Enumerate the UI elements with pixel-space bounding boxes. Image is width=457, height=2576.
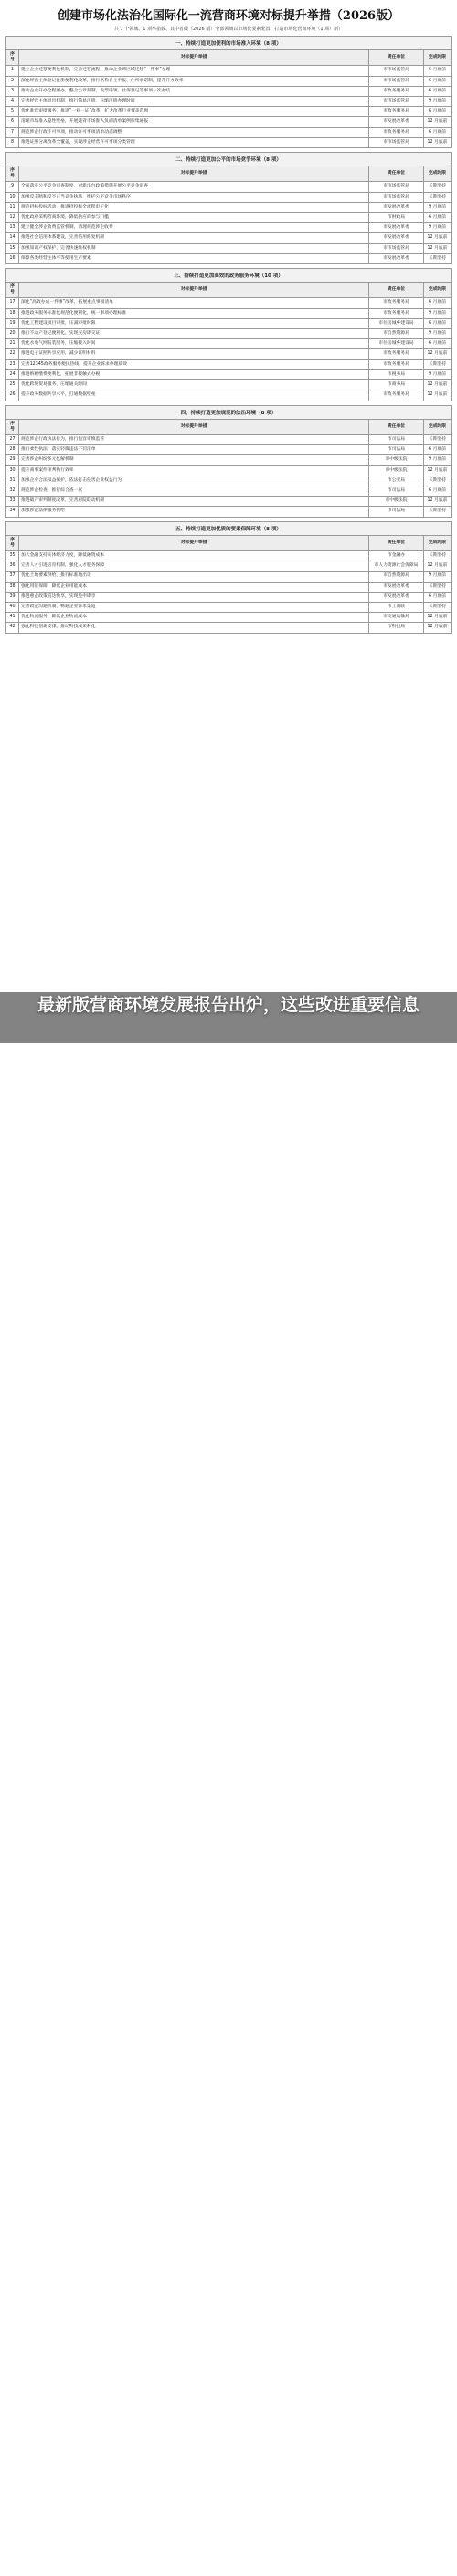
- section-block: [5, 36, 452, 148]
- cell-no: 37: [6, 572, 19, 582]
- cell-time: 长期坚持: [424, 434, 452, 444]
- cell-no: 33: [6, 497, 19, 507]
- table-row: [6, 66, 452, 76]
- column-header-no: 序号: [6, 50, 19, 66]
- measures-table: [5, 49, 452, 148]
- cell-task: 加强知识产权保护，完善快速维权机制: [19, 243, 369, 253]
- cell-unit: 市司法局: [369, 507, 424, 517]
- cell-no: 36: [6, 561, 19, 572]
- cell-unit: 市发展改革委: [369, 117, 424, 127]
- cell-unit: 市人力资源社会保障局: [369, 561, 424, 572]
- cell-no: 23: [6, 359, 19, 369]
- cell-task: 推进纳税缴费便利化，拓展非接触式办税: [19, 369, 369, 379]
- cell-unit: 市市场监管局: [369, 243, 424, 253]
- cell-task: 完善人才引进培育机制，强化人才服务保障: [19, 561, 369, 572]
- cell-time: 长期坚持: [424, 253, 452, 263]
- table-row: [6, 434, 452, 444]
- cell-time: 长期坚持: [424, 182, 452, 192]
- cell-no: 5: [6, 107, 19, 117]
- cell-unit: 市司法局: [369, 434, 424, 444]
- cell-time: 9 月底前: [424, 572, 452, 582]
- column-header-time: 完成时限: [424, 166, 452, 182]
- column-header-task: 对标提升举措: [19, 166, 369, 182]
- cell-task: 推行不动产登记便利化，实现交房即交证: [19, 329, 369, 339]
- cell-unit: 市市场监管局: [369, 97, 424, 107]
- cell-task: 加强反垄断和反不正当竞争执法，维护公平竞争市场秩序: [19, 192, 369, 202]
- section-block: [5, 405, 452, 518]
- cell-no: 1: [6, 66, 19, 76]
- table-row: [6, 390, 452, 401]
- cell-no: 12: [6, 213, 19, 223]
- cell-no: 13: [6, 223, 19, 233]
- column-header-task: 对标提升举措: [19, 419, 369, 434]
- column-header-task: 对标提升举措: [19, 283, 369, 298]
- cell-task: 全面落实公平竞争审查制度，对新出台政策措施开展公平竞争审查: [19, 182, 369, 192]
- cell-no: 9: [6, 182, 19, 192]
- cell-unit: 市政务服务局: [369, 390, 424, 401]
- cell-no: 29: [6, 455, 19, 465]
- cell-time: 6 月底前: [424, 213, 452, 223]
- cell-no: 35: [6, 550, 19, 561]
- cell-no: 27: [6, 434, 19, 444]
- cell-unit: 市政务服务局: [369, 349, 424, 359]
- cell-no: 40: [6, 602, 19, 612]
- cell-time: 12 月底前: [424, 561, 452, 572]
- cell-time: 12 月底前: [424, 137, 452, 147]
- cell-task: 规范涉企行政许可事项，推动许可事项清单动态调整: [19, 127, 369, 137]
- table-row: [6, 127, 452, 137]
- cell-task: 加强企业合法权益保护，依法打击侵害企业权益行为: [19, 476, 369, 486]
- cell-unit: 市市场监管局: [369, 182, 424, 192]
- cell-unit: 市发展改革委: [369, 202, 424, 212]
- column-header-unit: 责任单位: [369, 419, 424, 434]
- cell-unit: 市司法局: [369, 486, 424, 496]
- cell-time: 9 月底前: [424, 202, 452, 212]
- table-row: [6, 192, 452, 202]
- cell-unit: 市发展改革委: [369, 223, 424, 233]
- column-header-unit: 责任单位: [369, 166, 424, 182]
- cell-no: 24: [6, 369, 19, 379]
- cell-unit: 市市场监管局: [369, 66, 424, 76]
- cell-unit: 市科技局: [369, 623, 424, 633]
- table-row: [6, 253, 452, 263]
- table-row: [6, 623, 452, 633]
- cell-no: 8: [6, 137, 19, 147]
- cell-time: 9 月底前: [424, 97, 452, 107]
- table-row: [6, 369, 452, 379]
- cell-time: 6 月底前: [424, 339, 452, 349]
- cell-no: 34: [6, 507, 19, 517]
- cell-no: 41: [6, 613, 19, 623]
- cell-unit: 市发展改革委: [369, 233, 424, 243]
- cell-no: 39: [6, 592, 19, 602]
- column-header-unit: 责任单位: [369, 535, 424, 550]
- cell-time: 长期坚持: [424, 602, 452, 612]
- table-row: [6, 223, 452, 233]
- table-row: [6, 602, 452, 612]
- cell-no: 21: [6, 339, 19, 349]
- table-row: [6, 486, 452, 496]
- table-row: [6, 497, 452, 507]
- cell-unit: 市自然资源局: [369, 572, 424, 582]
- cell-unit: 市工商联: [369, 602, 424, 612]
- cell-task: 推进社会信用体系建设，完善信用修复机制: [19, 233, 369, 243]
- column-header-no: 序号: [6, 419, 19, 434]
- cell-task: 规范涉企检查，推行综合查一次: [19, 486, 369, 496]
- cell-unit: 市自然资源局: [369, 329, 424, 339]
- cell-task: 清理市场准入隐性壁垒，开展违背市场准入负面清单案例归集通报: [19, 117, 369, 127]
- table-row: [6, 476, 452, 486]
- table-row: [6, 308, 452, 318]
- section-block: [5, 152, 452, 264]
- cell-time: 6 月底前: [424, 66, 452, 76]
- cell-no: 42: [6, 623, 19, 633]
- cell-task: 加大金融支持实体经济力度，降低融资成本: [19, 550, 369, 561]
- cell-unit: 市发展改革委: [369, 253, 424, 263]
- cell-task: 建立企业迁移便利化机制，完善迁移流程，推动企业跨区域迁移“一件事”办理: [19, 66, 369, 76]
- cell-task: 完善政企沟通机制，畅通企业诉求渠道: [19, 602, 369, 612]
- cell-time: 12 月底前: [424, 233, 452, 243]
- cell-task: 优化跨境贸易服务，压缩通关时间: [19, 380, 369, 390]
- measures-table: [5, 282, 452, 401]
- cell-task: 强化用能保障，降低企业用能成本: [19, 582, 369, 592]
- table-row: [6, 182, 452, 192]
- cell-task: 加强涉企法律服务供给: [19, 507, 369, 517]
- cell-unit: 市司法局: [369, 445, 424, 455]
- cell-unit: 市交通运输局: [369, 613, 424, 623]
- cell-task: 推进政务服务标准化规范化便利化，统一事项办理标准: [19, 308, 369, 318]
- table-row: [6, 572, 452, 582]
- cell-no: 7: [6, 127, 19, 137]
- column-header-time: 完成时限: [424, 50, 452, 66]
- table-row: [6, 233, 452, 243]
- cell-unit: 市市场监管局: [369, 76, 424, 86]
- cell-unit: 市住房城乡建设局: [369, 318, 424, 328]
- column-header-task: 对标提升举措: [19, 50, 369, 66]
- section-block: [5, 521, 452, 634]
- cell-no: 20: [6, 329, 19, 339]
- column-header-no: 序号: [6, 283, 19, 298]
- cell-task: 推进破产审判制度改革，完善府院联动机制: [19, 497, 369, 507]
- table-header-row: [6, 283, 452, 298]
- cell-task: 规范涉企行政执法行为，推行包容审慎监管: [19, 434, 369, 444]
- document-title: 创建市场化法治化国际化一流营商环境对标提升举措（2026版）: [57, 9, 400, 23]
- table-row: [6, 359, 452, 369]
- table-row: [6, 202, 452, 212]
- cell-no: 2: [6, 76, 19, 86]
- cell-no: 16: [6, 253, 19, 263]
- cell-no: 4: [6, 97, 19, 107]
- measures-table: [5, 535, 452, 634]
- table-header-row: [6, 535, 452, 550]
- table-row: [6, 76, 452, 86]
- sections-container: [5, 36, 452, 634]
- cell-task: 优化工程建设项目审批，压减审批时限: [19, 318, 369, 328]
- cell-time: 长期坚持: [424, 507, 452, 517]
- cell-time: 6 月底前: [424, 318, 452, 328]
- cell-unit: 市中级法院: [369, 465, 424, 476]
- overlay-banner-text: 最新版营商环境发展报告出炉，这些改进重要信息: [37, 995, 420, 1015]
- cell-no: 10: [6, 192, 19, 202]
- cell-task: 优化政府采购营商环境，降低供应商参与门槛: [19, 213, 369, 223]
- column-header-no: 序号: [6, 535, 19, 550]
- section-title: 四、持续打造更加规范的法治环境（8 项）: [5, 405, 452, 419]
- cell-task: 推进证照分离改革全覆盖，实现涉企经营许可事项分类管理: [19, 137, 369, 147]
- table-row: [6, 445, 452, 455]
- cell-unit: 市市场监管局: [369, 192, 424, 202]
- column-header-task: 对标提升举措: [19, 535, 369, 550]
- column-header-time: 完成时限: [424, 419, 452, 434]
- table-row: [6, 465, 452, 476]
- cell-task: 深化经营主体登记注册便利化改革，推行名称自主申报、住所承诺制，提升开办效率: [19, 76, 369, 86]
- table-row: [6, 550, 452, 561]
- cell-no: 38: [6, 582, 19, 592]
- cell-task: 强化科技创新支撑，推动科技成果转化: [19, 623, 369, 633]
- table-row: [6, 213, 452, 223]
- cell-task: 优化水电气网报装服务，压缩接入时间: [19, 339, 369, 349]
- cell-no: 26: [6, 390, 19, 401]
- cell-task: 推行柔性执法，落实轻微违法不罚清单: [19, 445, 369, 455]
- cell-task: 推进电子证照共享应用，减少证明材料: [19, 349, 369, 359]
- cell-unit: 市政务服务局: [369, 359, 424, 369]
- cell-unit: 市公安局: [369, 476, 424, 486]
- cell-unit: 市税务局: [369, 369, 424, 379]
- section-title: 三、持续打造更加高效的政务服务环境（10 项）: [5, 268, 452, 282]
- document-subtitle: 共 1 个领域、1 项举措数、其中省级（2026 版）全部领域以市场化要素配置、打造市场化营商环境（1 项）新）: [113, 27, 344, 32]
- table-row: [6, 349, 452, 359]
- cell-time: 9 月底前: [424, 455, 452, 465]
- table-row: [6, 97, 452, 107]
- column-header-unit: 责任单位: [369, 50, 424, 66]
- cell-unit: 市金融办: [369, 550, 424, 561]
- cell-no: 14: [6, 233, 19, 243]
- cell-time: 长期坚持: [424, 192, 452, 202]
- cell-time: 12 月底前: [424, 349, 452, 359]
- table-row: [6, 117, 452, 127]
- table-row: [6, 243, 452, 253]
- cell-unit: 市政务服务局: [369, 308, 424, 318]
- column-header-unit: 责任单位: [369, 283, 424, 298]
- cell-unit: 市住房城乡建设局: [369, 339, 424, 349]
- cell-no: 25: [6, 380, 19, 390]
- cell-no: 17: [6, 298, 19, 308]
- column-header-time: 完成时限: [424, 535, 452, 550]
- cell-no: 30: [6, 465, 19, 476]
- cell-time: 6 月底前: [424, 127, 452, 137]
- cell-task: 规范招标投标活动，推进招投标全流程电子化: [19, 202, 369, 212]
- cell-task: 优化土地要素供给，推行标准地出让: [19, 572, 369, 582]
- cell-time: 6 月底前: [424, 486, 452, 496]
- cell-time: 12 月底前: [424, 623, 452, 633]
- cell-no: 28: [6, 445, 19, 455]
- table-row: [6, 455, 452, 465]
- cell-unit: 市商务局: [369, 380, 424, 390]
- cell-no: 18: [6, 308, 19, 318]
- cell-unit: 市财政局: [369, 213, 424, 223]
- cell-no: 19: [6, 318, 19, 328]
- measures-table: [5, 419, 452, 518]
- table-row: [6, 137, 452, 147]
- cell-time: 12 月底前: [424, 390, 452, 401]
- table-row: [6, 107, 452, 117]
- cell-task: 保障各类经营主体平等使用生产要素: [19, 253, 369, 263]
- cell-unit: 市政务服务局: [369, 86, 424, 96]
- cell-task: 深化“高效办成一件事”改革，拓展重点事项清单: [19, 298, 369, 308]
- table-row: [6, 613, 452, 623]
- section-block: [5, 268, 452, 401]
- cell-unit: 市政务服务局: [369, 127, 424, 137]
- cell-task: 优化物流服务，降低企业物流成本: [19, 613, 369, 623]
- cell-time: 6 月底前: [424, 592, 452, 602]
- table-row: [6, 329, 452, 339]
- cell-no: 32: [6, 486, 19, 496]
- cell-time: 9 月底前: [424, 369, 452, 379]
- table-row: [6, 507, 452, 517]
- cell-time: 12 月底前: [424, 243, 452, 253]
- cell-no: 11: [6, 202, 19, 212]
- section-title: 一、持续打造更加便利的市场准入环境（8 项）: [5, 36, 452, 49]
- cell-unit: 市政务服务局: [369, 298, 424, 308]
- cell-task: 提升政务数据共享水平，打通数据壁垒: [19, 390, 369, 401]
- cell-no: 22: [6, 349, 19, 359]
- section-title: 五、持续打造更加优质的要素保障环境（8 项）: [5, 521, 452, 535]
- cell-no: 31: [6, 476, 19, 486]
- cell-unit: 市中级法院: [369, 455, 424, 465]
- cell-no: 3: [6, 86, 19, 96]
- cell-time: 12 月底前: [424, 117, 452, 127]
- cell-time: 6 月底前: [424, 298, 452, 308]
- cell-time: 12 月底前: [424, 465, 452, 476]
- cell-time: 9 月底前: [424, 329, 452, 339]
- cell-task: 提升商事案件审判执行效率: [19, 465, 369, 476]
- column-header-no: 序号: [6, 166, 19, 182]
- cell-unit: 市政务服务局: [369, 107, 424, 117]
- cell-task: 建立健全涉企收费监管机制，清理规范涉企收费: [19, 223, 369, 233]
- table-row: [6, 86, 452, 96]
- table-row: [6, 561, 452, 572]
- table-header-row: [6, 50, 452, 66]
- table-row: [6, 380, 452, 390]
- table-header-row: [6, 419, 452, 434]
- cell-time: 长期坚持: [424, 550, 452, 561]
- cell-task: 完善12345政务服务便民热线，提升企业诉求办理质效: [19, 359, 369, 369]
- measures-table: [5, 166, 452, 264]
- cell-time: 12 月底前: [424, 613, 452, 623]
- cell-task: 推进惠企政策直达快享，实现免申即享: [19, 592, 369, 602]
- cell-time: 长期坚持: [424, 476, 452, 486]
- cell-time: 12 月底前: [424, 380, 452, 390]
- cell-no: 6: [6, 117, 19, 127]
- cell-time: 6 月底前: [424, 76, 452, 86]
- section-title: 二、持续打造更加公平的市场竞争环境（8 项）: [5, 152, 452, 166]
- table-row: [6, 318, 452, 328]
- cell-task: 完善经营主体退出机制，推行简易注销，压缩注销办理时间: [19, 97, 369, 107]
- table-row: [6, 592, 452, 602]
- column-header-time: 完成时限: [424, 283, 452, 298]
- cell-time: 长期坚持: [424, 359, 452, 369]
- cell-unit: 市发展改革委: [369, 582, 424, 592]
- cell-time: 6 月底前: [424, 445, 452, 455]
- cell-task: 完善涉企纠纷多元化解机制: [19, 455, 369, 465]
- cell-unit: 市发展改革委: [369, 592, 424, 602]
- cell-unit: 市市场监管局: [369, 137, 424, 147]
- cell-task: 推动企业开办全程网办，整合公章刻制、发票申领、社保登记等事项一次办结: [19, 86, 369, 96]
- cell-time: 6 月底前: [424, 107, 452, 117]
- cell-time: 9 月底前: [424, 308, 452, 318]
- cell-time: 6 月底前: [424, 86, 452, 96]
- cell-task: 优化准营审批服务，推进“一业一证”改革，扩大改革行业覆盖范围: [19, 107, 369, 117]
- table-row: [6, 339, 452, 349]
- table-header-row: [6, 166, 452, 182]
- cell-time: 长期坚持: [424, 582, 452, 592]
- cell-no: 15: [6, 243, 19, 253]
- table-row: [6, 582, 452, 592]
- cell-time: 12 月底前: [424, 497, 452, 507]
- cell-time: 9 月底前: [424, 223, 452, 233]
- cell-unit: 市中级法院: [369, 497, 424, 507]
- table-row: [6, 298, 452, 308]
